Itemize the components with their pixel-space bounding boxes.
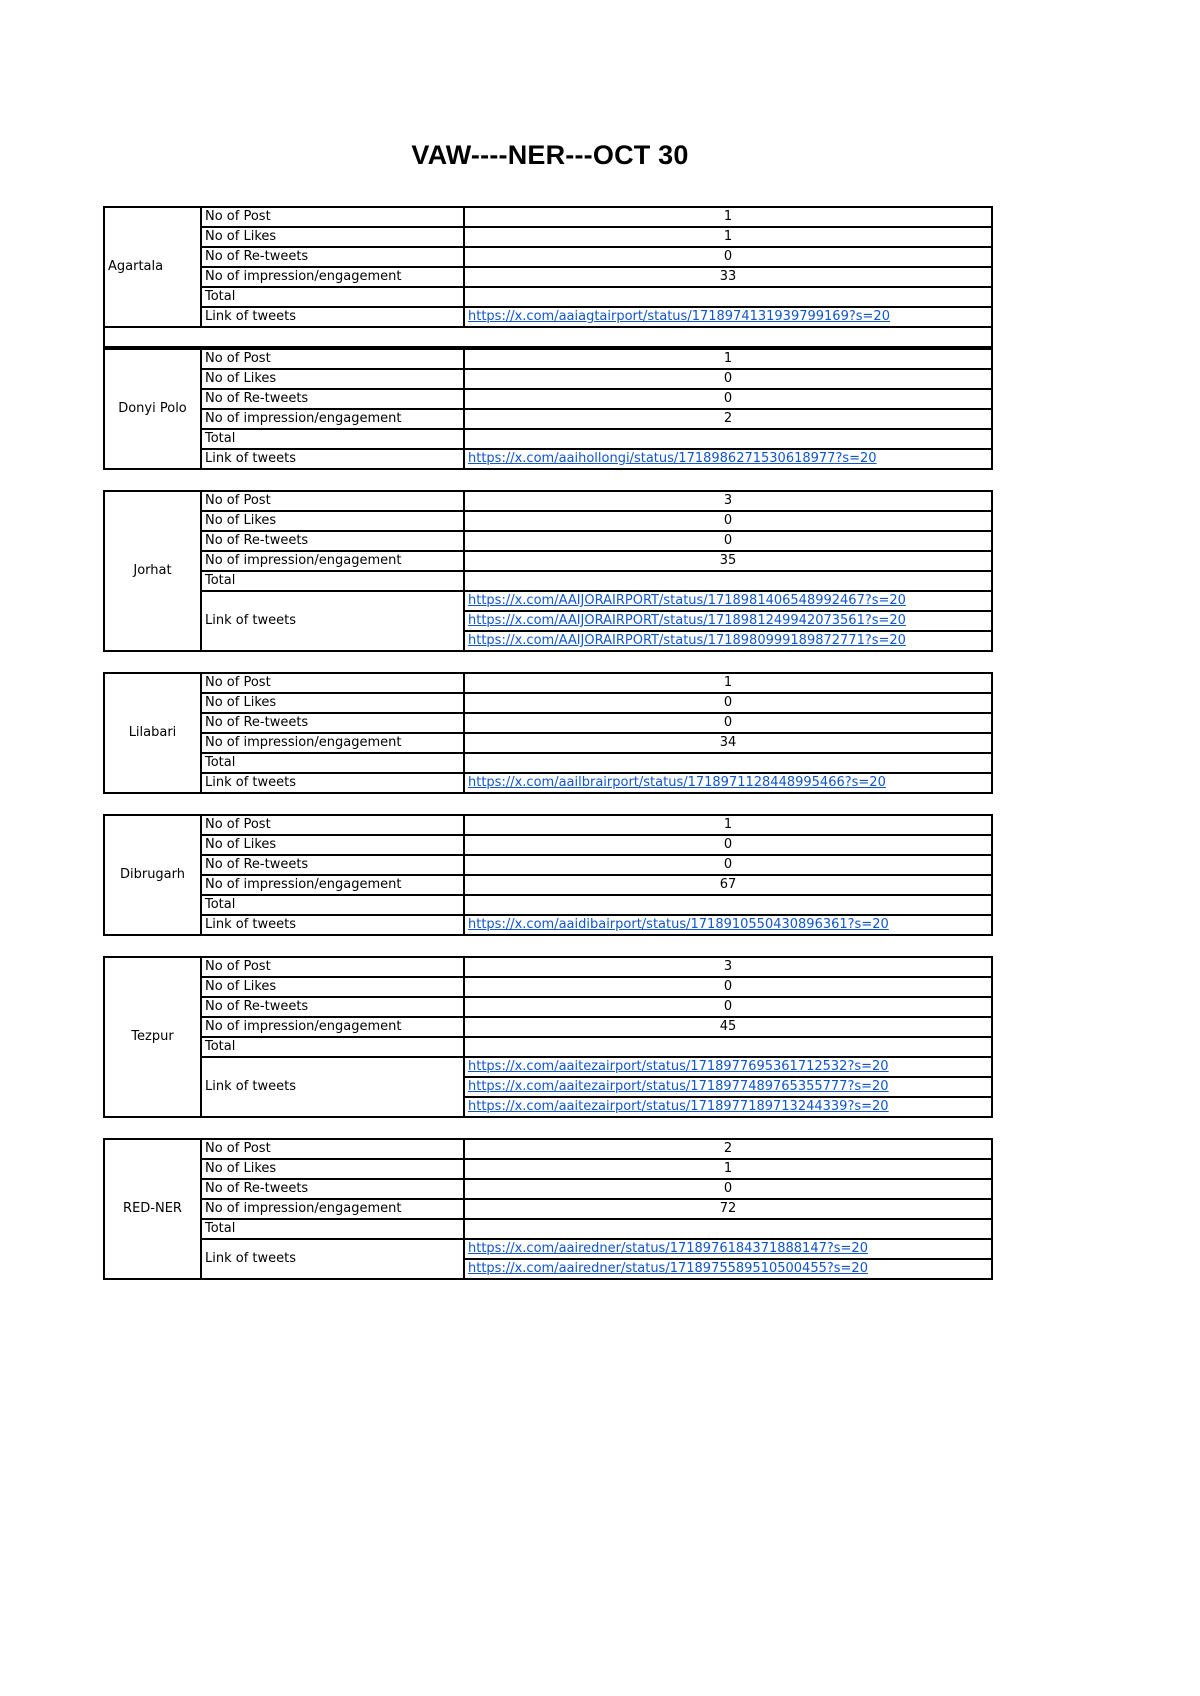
table-gap — [103, 652, 991, 672]
station-name: Dibrugarh — [104, 815, 201, 935]
metric-value-retweets: 0 — [464, 531, 992, 551]
metric-label: Total — [201, 1037, 464, 1057]
metric-row — [104, 895, 992, 915]
stations-report — [103, 206, 991, 1280]
metric-value-retweets: 0 — [464, 1179, 992, 1199]
metric-value-likes: 1 — [464, 227, 992, 247]
metric-row — [104, 693, 992, 713]
tweet-link-cell — [464, 773, 992, 793]
metric-row — [104, 1199, 992, 1219]
metric-label: Total — [201, 571, 464, 591]
metric-row — [104, 1159, 992, 1179]
metric-row — [104, 835, 992, 855]
metric-row — [104, 1139, 992, 1159]
metric-value-total — [464, 429, 992, 449]
tweet-link-cell — [464, 1097, 992, 1117]
metric-value-retweets: 0 — [464, 997, 992, 1017]
link-row — [104, 591, 992, 611]
tweet-link[interactable]: https://x.com/aaidibairport/status/1718910550430896361?s=20 — [468, 917, 889, 932]
metric-value-posts: 1 — [464, 815, 992, 835]
tweet-link-cell — [464, 1057, 992, 1077]
metric-row — [104, 1037, 992, 1057]
metric-value-posts: 3 — [464, 957, 992, 977]
metric-row — [104, 713, 992, 733]
metric-label: No of Likes — [201, 369, 464, 389]
spacer-row — [104, 327, 992, 347]
metric-label: Total — [201, 895, 464, 915]
metric-value-likes: 1 — [464, 1159, 992, 1179]
metric-row — [104, 997, 992, 1017]
table-gap — [103, 470, 991, 490]
metric-row — [104, 977, 992, 997]
table-gap — [103, 794, 991, 814]
metric-label: Total — [201, 429, 464, 449]
metric-row — [104, 287, 992, 307]
metric-row — [104, 875, 992, 895]
metric-label: No of Likes — [201, 693, 464, 713]
station-name: Tezpur — [104, 957, 201, 1117]
metric-row — [104, 227, 992, 247]
metric-row — [104, 673, 992, 693]
metric-label: No of Re-tweets — [201, 1179, 464, 1199]
metric-row — [104, 1219, 992, 1239]
metric-row — [104, 1179, 992, 1199]
metric-value-retweets: 0 — [464, 855, 992, 875]
metric-label: No of Likes — [201, 835, 464, 855]
metric-row — [104, 531, 992, 551]
metric-label: No of Post — [201, 1139, 464, 1159]
metric-row — [104, 815, 992, 835]
metric-label: No of Likes — [201, 977, 464, 997]
metric-label: No of Post — [201, 349, 464, 369]
metric-value-retweets: 0 — [464, 247, 992, 267]
metric-label: Link of tweets — [201, 1239, 464, 1279]
metric-row — [104, 491, 992, 511]
metric-value-impressions: 2 — [464, 409, 992, 429]
tweet-link[interactable]: https://x.com/AAIJORAIRPORT/status/1718980999189872771?s=20 — [468, 633, 906, 648]
tweet-link-cell — [464, 449, 992, 469]
station-table-donyi-polo — [103, 348, 993, 470]
metric-label: No of Likes — [201, 1159, 464, 1179]
station-name: RED-NER — [104, 1139, 201, 1279]
metric-label: Link of tweets — [201, 307, 464, 327]
metric-value-total — [464, 1219, 992, 1239]
metric-label: No of impression/engagement — [201, 1199, 464, 1219]
metric-label: Link of tweets — [201, 591, 464, 651]
metric-row — [104, 207, 992, 227]
link-row — [104, 307, 992, 327]
metric-value-impressions: 67 — [464, 875, 992, 895]
metric-row — [104, 349, 992, 369]
metric-value-total — [464, 571, 992, 591]
metric-label: No of impression/engagement — [201, 875, 464, 895]
metric-row — [104, 957, 992, 977]
tweet-link-cell — [464, 1077, 992, 1097]
table-gap — [103, 1118, 991, 1138]
metric-label: Total — [201, 753, 464, 773]
metric-label: No of Post — [201, 207, 464, 227]
link-row — [104, 915, 992, 935]
metric-label: Total — [201, 287, 464, 307]
metric-label: No of Post — [201, 957, 464, 977]
metric-label: No of Re-tweets — [201, 389, 464, 409]
metric-value-likes: 0 — [464, 369, 992, 389]
metric-label: No of Re-tweets — [201, 531, 464, 551]
station-table-lilabari — [103, 672, 993, 794]
metric-value-impressions: 34 — [464, 733, 992, 753]
metric-row — [104, 409, 992, 429]
metric-label: Link of tweets — [201, 449, 464, 469]
tweet-link[interactable]: https://x.com/aaiagtairport/status/1718974131939799169?s=20 — [468, 309, 890, 324]
metric-value-total — [464, 287, 992, 307]
metric-value-posts: 3 — [464, 491, 992, 511]
link-row — [104, 449, 992, 469]
metric-value-posts: 2 — [464, 1139, 992, 1159]
metric-value-total — [464, 753, 992, 773]
metric-label: No of Re-tweets — [201, 855, 464, 875]
station-name: Donyi Polo — [104, 349, 201, 469]
metric-label: No of Re-tweets — [201, 997, 464, 1017]
metric-row — [104, 733, 992, 753]
metric-label: No of Post — [201, 815, 464, 835]
metric-label: No of impression/engagement — [201, 267, 464, 287]
metric-label: No of Re-tweets — [201, 247, 464, 267]
metric-value-likes: 0 — [464, 977, 992, 997]
link-row — [104, 1057, 992, 1077]
metric-row — [104, 429, 992, 449]
metric-value-impressions: 45 — [464, 1017, 992, 1037]
link-row — [104, 773, 992, 793]
metric-value-impressions: 35 — [464, 551, 992, 571]
metric-value-likes: 0 — [464, 693, 992, 713]
station-table-red-ner — [103, 1138, 993, 1280]
station-name: Agartala — [104, 207, 201, 327]
spacer-cell — [104, 327, 992, 347]
tweet-link-cell — [464, 915, 992, 935]
metric-label: Link of tweets — [201, 773, 464, 793]
table-gap — [103, 936, 991, 956]
metric-row — [104, 551, 992, 571]
metric-row — [104, 1017, 992, 1037]
metric-value-retweets: 0 — [464, 713, 992, 733]
tweet-link-cell — [464, 1259, 992, 1279]
tweet-link[interactable]: https://x.com/aaihollongi/status/1718986271530618977?s=20 — [468, 451, 877, 466]
tweet-link-cell — [464, 591, 992, 611]
tweet-link[interactable]: https://x.com/AAIJORAIRPORT/status/1718981406548992467?s=20 — [468, 593, 906, 608]
metric-value-posts: 1 — [464, 207, 992, 227]
station-table-agartala — [103, 206, 993, 348]
metric-row — [104, 247, 992, 267]
metric-label: No of Likes — [201, 227, 464, 247]
metric-label: No of Post — [201, 673, 464, 693]
tweet-link[interactable]: https://x.com/aaitezairport/status/1718977189713244339?s=20 — [468, 1099, 889, 1114]
metric-value-impressions: 72 — [464, 1199, 992, 1219]
metric-row — [104, 369, 992, 389]
metric-label: Link of tweets — [201, 1057, 464, 1117]
metric-value-retweets: 0 — [464, 389, 992, 409]
tweet-link[interactable]: https://x.com/aairedner/status/1718975589510500455?s=20 — [468, 1261, 868, 1276]
station-name: Lilabari — [104, 673, 201, 793]
metric-label: No of impression/engagement — [201, 1017, 464, 1037]
station-table-tezpur — [103, 956, 993, 1118]
tweet-link[interactable]: https://x.com/aairedner/status/1718976184371888147?s=20 — [468, 1241, 868, 1256]
metric-value-impressions: 33 — [464, 267, 992, 287]
tweet-link[interactable]: https://x.com/aaitezairport/status/1718977489765355777?s=20 — [468, 1079, 889, 1094]
metric-value-posts: 1 — [464, 349, 992, 369]
metric-label: No of Likes — [201, 511, 464, 531]
link-row — [104, 1239, 992, 1259]
page-title: VAW----NER---OCT 30 — [411, 140, 689, 170]
tweet-link[interactable]: https://x.com/AAIJORAIRPORT/status/1718981249942073561?s=20 — [468, 613, 906, 628]
metric-row — [104, 753, 992, 773]
metric-label: No of impression/engagement — [201, 551, 464, 571]
station-table-jorhat — [103, 490, 993, 652]
metric-row — [104, 267, 992, 287]
metric-row — [104, 511, 992, 531]
metric-value-likes: 0 — [464, 511, 992, 531]
station-table-dibrugarh — [103, 814, 993, 936]
metric-label: No of Post — [201, 491, 464, 511]
station-name: Jorhat — [104, 491, 201, 651]
metric-label: Total — [201, 1219, 464, 1239]
metric-value-total — [464, 895, 992, 915]
tweet-link[interactable]: https://x.com/aaitezairport/status/1718977695361712532?s=20 — [468, 1059, 889, 1074]
tweet-link-cell — [464, 611, 992, 631]
metric-value-posts: 1 — [464, 673, 992, 693]
tweet-link-cell — [464, 631, 992, 651]
metric-row — [104, 389, 992, 409]
metric-row — [104, 571, 992, 591]
tweet-link-cell — [464, 307, 992, 327]
metric-value-likes: 0 — [464, 835, 992, 855]
metric-label: Link of tweets — [201, 915, 464, 935]
metric-row — [104, 855, 992, 875]
metric-label: No of impression/engagement — [201, 409, 464, 429]
tweet-link[interactable]: https://x.com/aailbrairport/status/1718971128448995466?s=20 — [468, 775, 886, 790]
metric-label: No of Re-tweets — [201, 713, 464, 733]
tweet-link-cell — [464, 1239, 992, 1259]
metric-value-total — [464, 1037, 992, 1057]
metric-label: No of impression/engagement — [201, 733, 464, 753]
